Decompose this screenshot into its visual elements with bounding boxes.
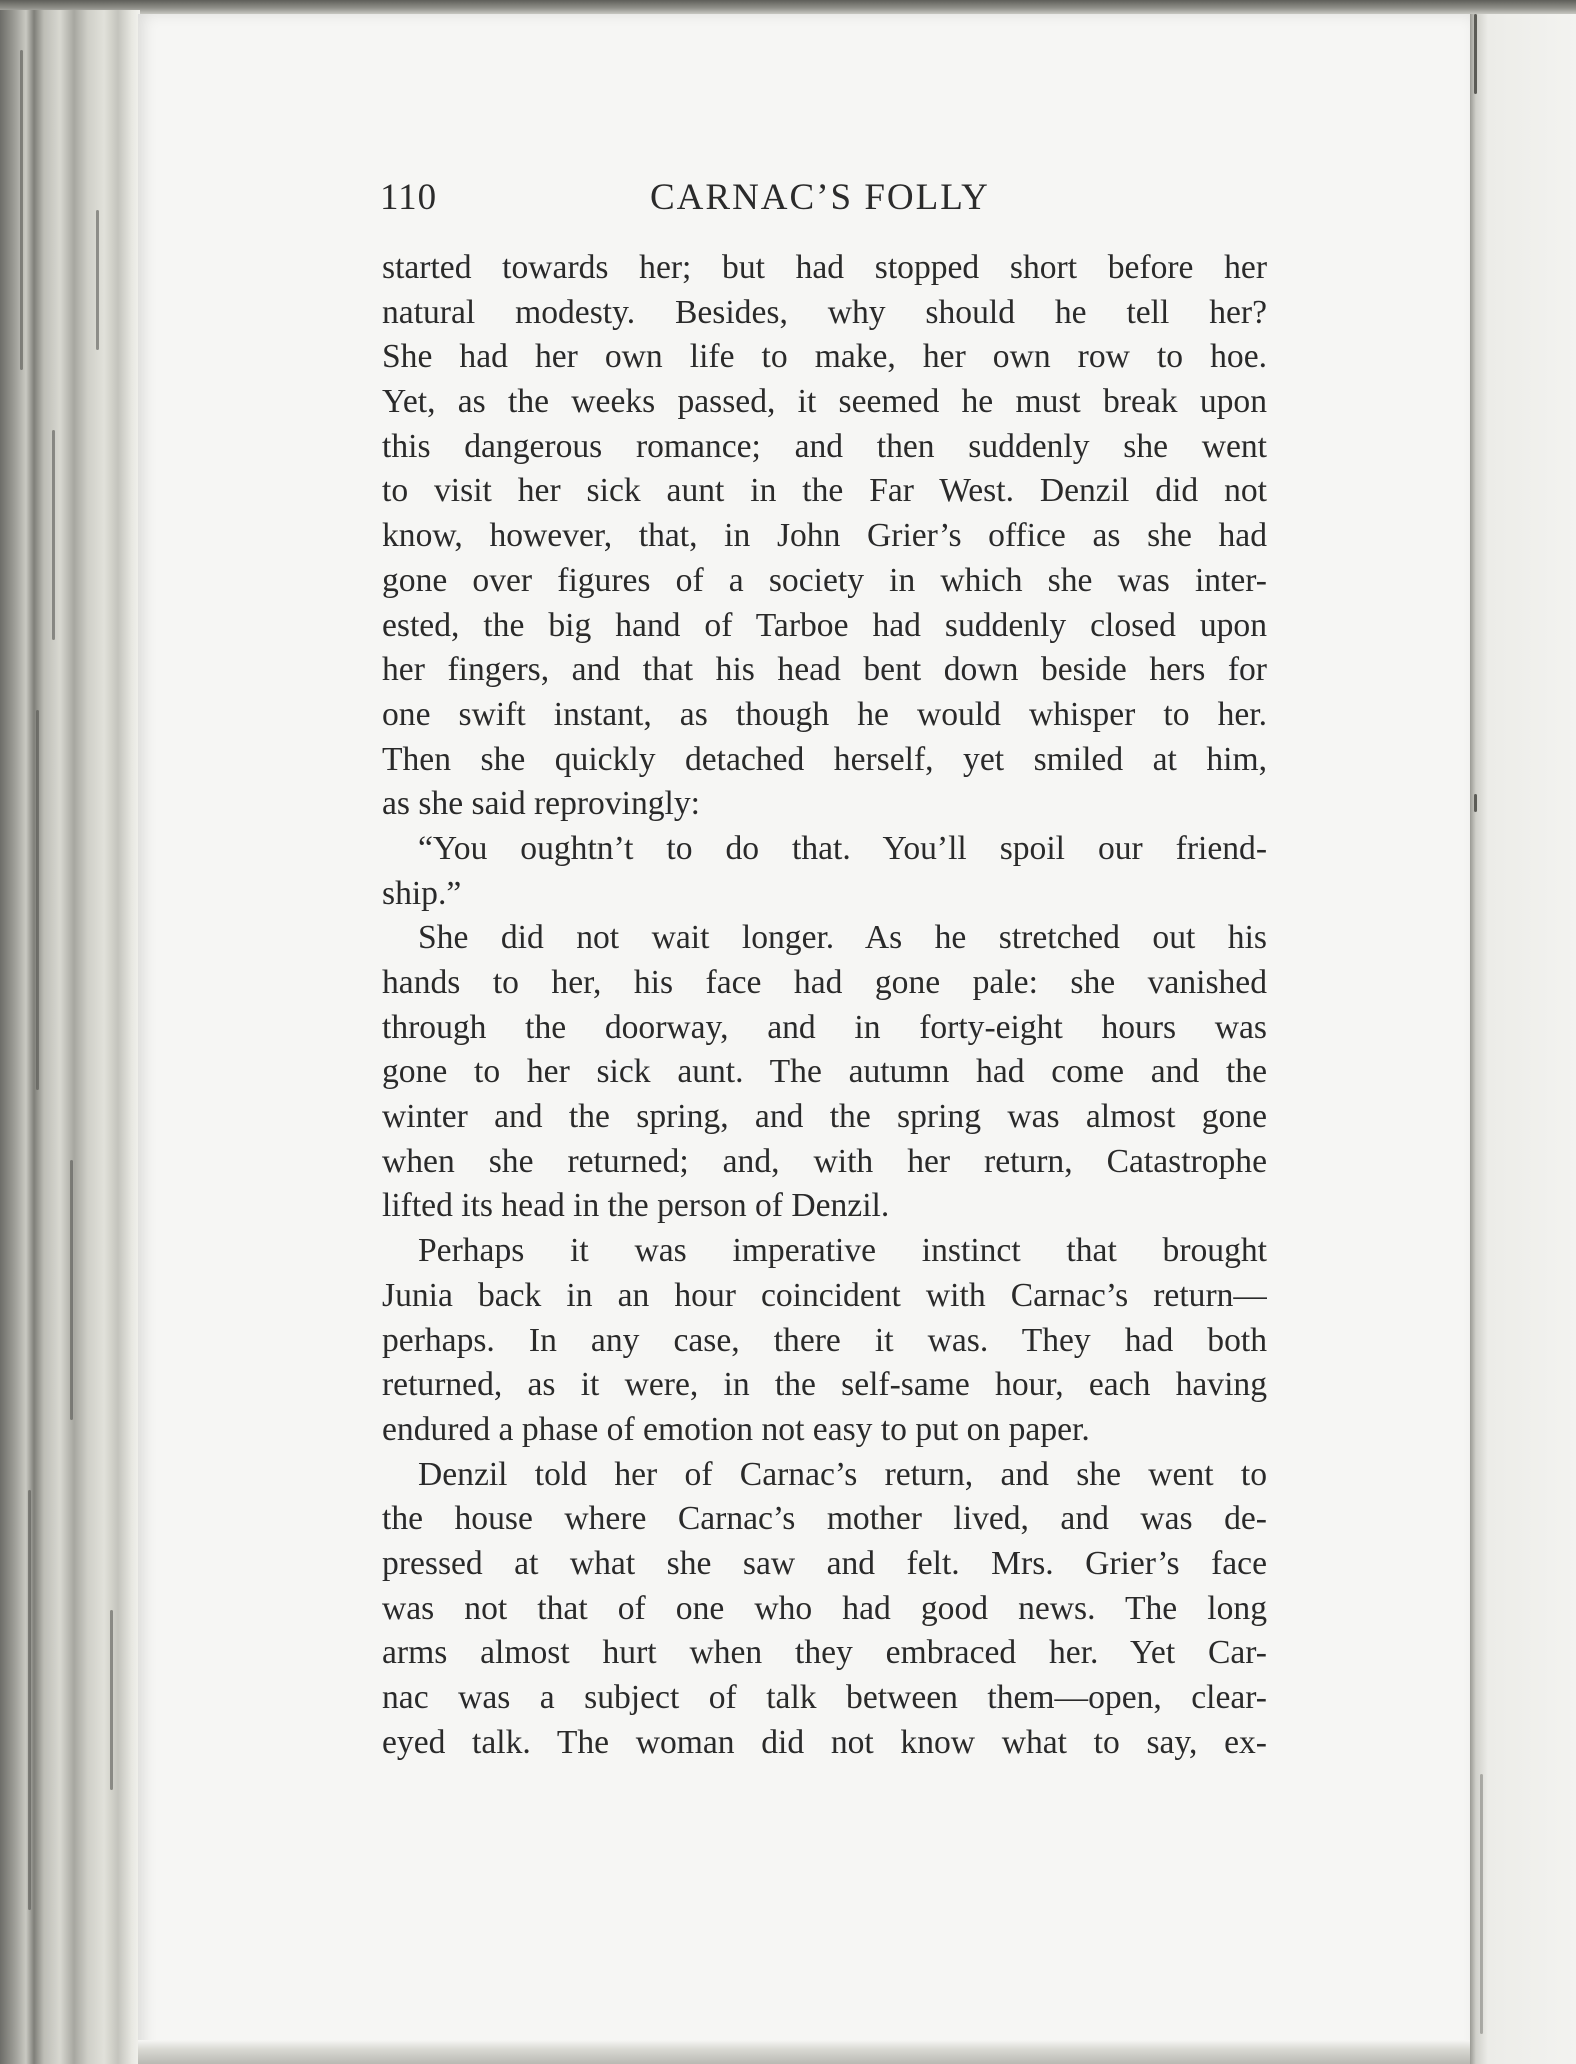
text-line: gone to her sick aunt. The autumn had come and the [382,1053,1267,1091]
facing-page-edge [1470,14,1576,2064]
text-line: pressed at what she saw and felt. Mrs. Grier’s face [382,1544,1267,1582]
running-title: CARNAC’S FOLLY [650,177,990,218]
spine-streak [28,1490,31,1910]
text-line: perhaps. In any case, there it was. They had both [382,1321,1267,1359]
book-spine-edge [0,10,140,2064]
text-line: She had her own life to make, her own row to hoe. [382,338,1267,376]
text-line: Denzil told her of Carnac’s return, and she went to [418,1455,1267,1493]
text-line: She did not wait longer. As he stretched out his [418,919,1267,957]
edge-mark [1474,14,1477,94]
text-line: Junia back in an hour coincident with Carnac’s return— [382,1276,1267,1314]
bottom-edge [138,2040,1470,2064]
spine-streak [36,710,39,1090]
text-line: nac was a subject of talk between them—open, clear- [382,1679,1267,1716]
edge-mark [1474,794,1477,812]
text-line: gone over figures of a society in which she was inter- [382,561,1267,599]
spine-streak [20,50,23,370]
text-line: was not that of one who had good news. The long [382,1589,1267,1627]
text-line: when she returned; and, with her return, Catastrophe [382,1142,1267,1180]
spine-streak [110,1610,113,1790]
text-line: one swift instant, as though he would whisper to her. [382,695,1267,733]
running-head [380,170,1270,230]
text-line: ship.” [382,874,462,912]
text-line: as she said reprovingly: [382,785,700,823]
text-line: through the doorway, and in forty-eight hours was [382,1008,1267,1046]
spine-streak [96,210,99,350]
text-line: Then she quickly detached herself, yet smiled at him, [382,740,1267,778]
page-number: 110 [380,177,438,218]
text-line: lifted its head in the person of Denzil. [382,1187,890,1225]
text-line: know, however, that, in John Grier’s office as she had [382,517,1267,555]
text-line: this dangerous romance; and then suddenly she went [382,427,1267,465]
text-line: “You oughtn’t to do that. You’ll spoil our friend- [418,829,1267,867]
text-line: natural modesty. Besides, why should he tell her? [382,293,1267,331]
text-line: hands to her, his face had gone pale: she vanished [382,964,1267,1001]
text-line: to visit her sick aunt in the Far West. Denzil did not [382,472,1267,510]
body-text [382,246,1267,1765]
text-line: returned, as it were, in the self-same hour, each having [382,1366,1267,1404]
text-line: Yet, as the weeks passed, it seemed he must break upon [382,383,1267,421]
edge-mark [1480,1774,1483,2034]
spine-streak [70,1160,73,1420]
text-line: endured a phase of emotion not easy to put on paper. [382,1410,1090,1448]
text-line: arms almost hurt when they embraced her. Yet Car- [382,1634,1267,1672]
text-line: the house where Carnac’s mother lived, and was de- [382,1500,1267,1538]
text-line: winter and the spring, and the spring was almost gone [382,1098,1267,1136]
text-line: started towards her; but had stopped short before her [382,249,1267,286]
spine-streak [52,430,55,640]
text-line: ested, the big hand of Tarboe had suddenly closed upon [382,606,1267,644]
text-line: her fingers, and that his head bent down beside hers for [382,651,1267,689]
text-line: eyed talk. The woman did not know what to say, ex- [382,1723,1267,1761]
text-line: Perhaps it was imperative instinct that brought [418,1232,1267,1270]
